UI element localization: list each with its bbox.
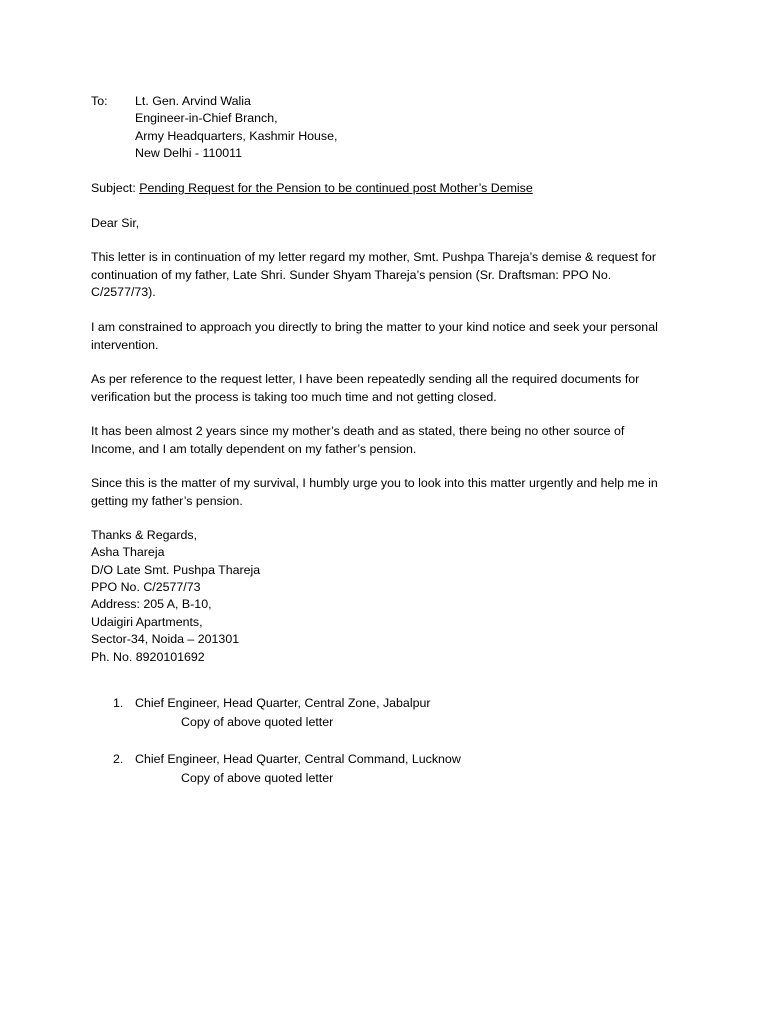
- body-paragraph: [91, 371, 691, 406]
- paragraph-line: As per reference to the request letter, I have been repeatedly sending all the required documents for: [91, 372, 640, 386]
- body-paragraph: [91, 249, 691, 302]
- copy-number: 2.: [113, 752, 124, 766]
- body-paragraph: [91, 475, 691, 510]
- closing-line: Sector-34, Noida – 201301: [91, 632, 240, 646]
- paragraph-line: It has been almost 2 years since my mother’s death and as stated, there being no other source of: [91, 424, 625, 438]
- copy-recipient: Chief Engineer, Head Quarter, Central Command, Lucknow: [135, 752, 461, 766]
- copy-number: 1.: [113, 696, 124, 710]
- closing-line: PPO No. C/2577/73: [91, 580, 201, 594]
- copy-recipient: Chief Engineer, Head Quarter, Central Zone, Jabalpur: [135, 696, 431, 710]
- closing-line: Thanks & Regards,: [91, 528, 198, 542]
- copy-note: Copy of above quoted letter: [181, 771, 334, 785]
- paragraph-line: This letter is in continuation of my letter regard my mother, Smt. Pushpa Thareja’s demise & request for: [91, 250, 656, 264]
- closing-line: Asha Thareja: [91, 545, 165, 559]
- to-line: Lt. Gen. Arvind Walia: [135, 94, 251, 108]
- body-paragraph: [91, 423, 691, 458]
- subject-line: [91, 180, 533, 197]
- to-label: To:: [91, 94, 108, 108]
- paragraph-line: C/2577/73).: [91, 285, 156, 299]
- paragraph-line: continuation of my father, Late Shri. Sunder Shyam Thareja’s pension (Sr. Draftsman: PPO No.: [91, 267, 612, 282]
- paragraph-line: intervention.: [91, 337, 159, 352]
- to-line: Army Headquarters, Kashmir House,: [135, 129, 338, 143]
- closing-line: D/O Late Smt. Pushpa Thareja: [91, 563, 261, 577]
- paragraph-line: getting my father’s pension.: [91, 493, 243, 508]
- subject-label: Subject:: [91, 181, 140, 195]
- to-line: New Delhi - 110011: [135, 146, 242, 160]
- paragraph-line: Since this is the matter of my survival, I humbly urge you to look into this matter urgently and help me in: [91, 476, 658, 490]
- subject-text: Pending Request for the Pension to be continued post Mother’s Demise: [139, 181, 533, 195]
- paragraph-line: I am constrained to approach you directly to bring the matter to your kind notice and seek your personal: [91, 320, 658, 334]
- copy-note: Copy of above quoted letter: [181, 715, 334, 729]
- closing-line: Udaigiri Apartments,: [91, 615, 203, 629]
- paragraph-line: Income, and I am totally dependent on my father’s pension.: [91, 441, 417, 456]
- closing-line: Address: 205 A, B-10,: [91, 597, 212, 611]
- closing-line: Ph. No. 8920101692: [91, 650, 205, 664]
- paragraph-line: verification but the process is taking too much time and not getting closed.: [91, 389, 497, 404]
- salutation: Dear Sir,: [91, 216, 140, 230]
- body-paragraph: [91, 319, 691, 354]
- to-line: Engineer-in-Chief Branch,: [135, 111, 278, 125]
